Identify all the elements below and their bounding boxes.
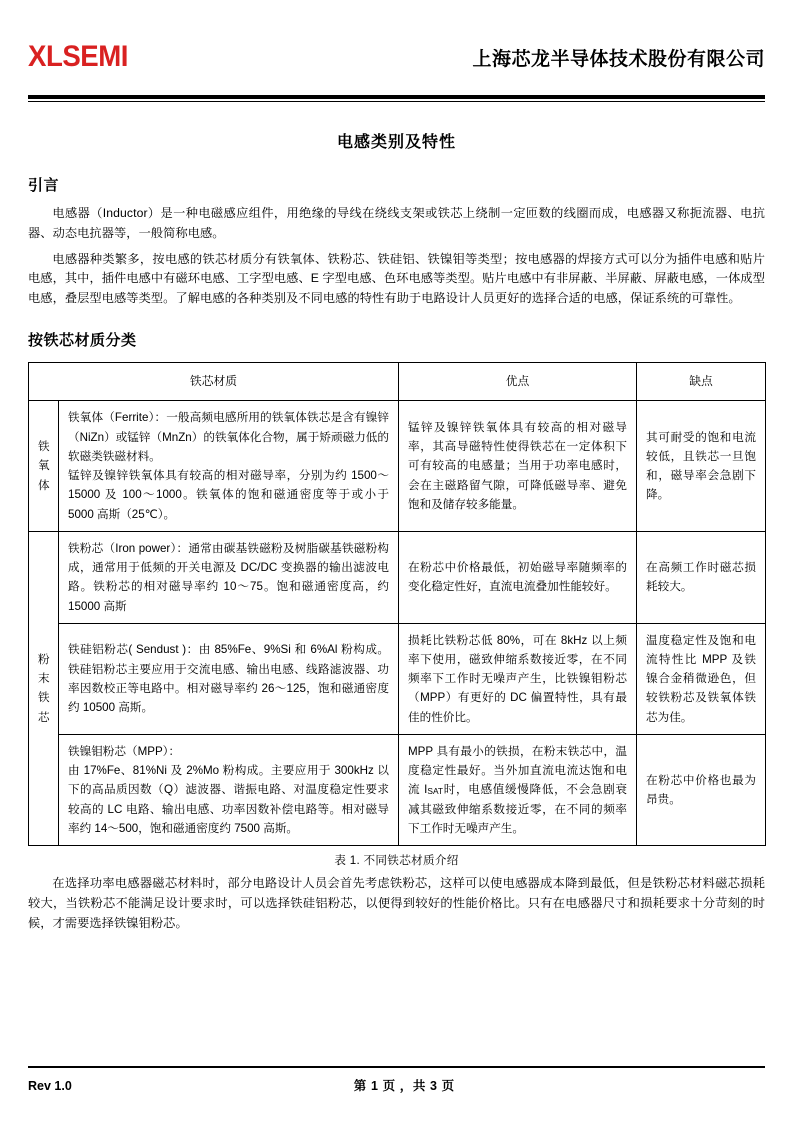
table-row — [29, 531, 766, 623]
header-rule-thin — [28, 101, 765, 102]
advantage-mpp-part-1: MPP 具有最小的铁损，在粉末铁芯中，温度稳定性最好。当外加直流电流达饱和电流 I — [408, 744, 628, 797]
column-header-disadvantage: 缺点 — [637, 362, 766, 401]
table-row — [29, 734, 766, 845]
closing-paragraph: 在选择功率电感器磁芯材料时，部分电路设计人员会首先考虑铁粉芯，这样可以使电感器成本降到最低，但是铁粉芯材料磁芯损耗较大，当铁粉芯不能满足设计要求时，可以选择铁硅铝粉芯，以便得到较好的性能价格比。只有在电感器尺寸和损耗要求十分苛刻的时候，才需要选择铁镍钼粉芯。 — [28, 876, 765, 930]
advantage-iron-powder: 在粉芯中价格最低，初始磁导率随频率的变化稳定性好，直流电流叠加性能较好。 — [399, 531, 637, 623]
intro-paragraph-2: 电感器种类繁多，按电感的铁芯材质分有铁氧体、铁粉芯、铁硅铝、铁镍钼等类型；按电感器的焊接方式可以分为插件电感和贴片电感，其中，插件电感中有磁环电感、工字型电感、E 字型电感、色环电感等类型。贴片电感中有非屏蔽、半屏蔽、屏蔽电感，一体成型电感，叠层型电感等类型。了解电感的各种类别及不同电感的特性有助于电路设计人员更好的选择合适的电感，保证系统的可靠性。 — [28, 251, 765, 306]
core-material-table — [28, 362, 766, 846]
advantage-mpp-part-2: 时，电感值缓慢降低，不会急剧衰减其磁致伸缩系数接近零，在不同的频率下工作时无噪声产生。 — [408, 783, 628, 835]
header-divider — [28, 95, 765, 102]
advantage-ferrite: 锰锌及镍锌铁氧体具有较高的相对磁导率，其高导磁特性使得铁芯在一定体积下可有较高的电感量；当用于功率电感时，会在主磁路留气隙，可降低磁导率、避免饱和及储存较多能量。 — [399, 401, 637, 531]
disadvantage-iron-powder: 在高频工作时磁芯损耗较大。 — [637, 531, 766, 623]
disadvantage-sendust: 温度稳定性及饱和电流特性比 MPP 及铁镍合金稍微逊色，但较铁粉芯及铁氧体铁芯为佳。 — [637, 623, 766, 734]
disadvantage-ferrite: 其可耐受的饱和电流较低，且铁芯一旦饱和，磁导率会急剧下降。 — [637, 401, 766, 531]
footer-divider — [28, 1066, 765, 1068]
column-header-advantage: 优点 — [399, 362, 637, 401]
page-number-label: 第 1 页 ，共 3 页 — [353, 1079, 455, 1093]
material-description-mpp — [59, 734, 399, 845]
revision-label: Rev 1.0 — [28, 1079, 72, 1093]
table-row — [29, 623, 766, 734]
header-rule-thick — [28, 95, 765, 99]
table-row — [29, 401, 766, 531]
material-description-mpp-line-1: 铁镍钼粉芯（MPP）： — [68, 744, 181, 758]
material-description-ferrite-line-2: 锰锌及镍锌铁氧体具有较高的相对磁导率，分别为约 1500～15000 及 100～1000。铁氧体的饱和磁通密度等于或小于 5000 高斯（25℃）。 — [68, 469, 390, 521]
table-caption: 表 1. 不同铁芯材质介绍 — [334, 854, 459, 868]
page-title: 电感类别及特性 — [336, 134, 456, 151]
company-logo: XLSEMI — [28, 40, 128, 73]
group-label-powder: 粉末铁芯 — [29, 531, 59, 845]
page-footer — [28, 1066, 765, 1094]
section-heading-intro: 引言 — [28, 177, 60, 194]
material-description-mpp-line-2: 由 17%Fe、81%Ni 及 2%Mo 粉构成。主要应用于 300kHz 以下的高品质因数（Q）滤波器、谐振电路、对温度稳定性要求较高的 LC 电路、输出电感、功率因数补偿电路等。相对磁导率约 14～500，饱和磁通密度约 7500 高斯。 — [68, 764, 390, 835]
company-name: 上海芯龙半导体技术股份有限公司 — [472, 48, 765, 70]
page-header — [28, 0, 765, 88]
footer-content — [28, 1076, 765, 1094]
material-description-ferrite-line-1: 铁氧体（Ferrite）：一般高频电感所用的铁氧体铁芯是含有镍锌（NiZn）或锰锌（MnZn）的铁氧体化合物，属于矫顽磁力低的软磁类铁磁材料。 — [68, 411, 390, 463]
material-description-ferrite — [59, 401, 399, 531]
advantage-sendust: 损耗比铁粉芯低 80%，可在 8kHz 以上频率下使用，磁致伸缩系数接近零，在不同频率下工作时无噪声产生，比铁镍钼粉芯（MPP）有更好的 DC 偏置特性，具有最佳的性价比。 — [399, 623, 637, 734]
intro-paragraph-1: 电感器（Inductor）是一种电磁感应组件，用绝缘的导线在绕线支架或铁芯上绕制一定匝数的线圈而成，电感器又称扼流器、电抗器、动态电抗器等，一般简称电感。 — [28, 206, 765, 240]
table-header-row — [29, 362, 766, 401]
material-description-sendust-line-1: 铁硅铝粉芯( Sendust )：由 85%Fe、9%Si 和 6%Al 粉构成。铁硅铝粉芯主要应用于交流电感、输出电感、线路滤波器、功率因数校正等电路中。相对磁导率约 26～125，饱和磁通密度约 10500 高斯。 — [68, 643, 390, 715]
group-label-ferrite: 铁氧体 — [29, 401, 59, 531]
disadvantage-mpp: 在粉芯中价格也最为昂贵。 — [637, 734, 766, 845]
column-header-material: 铁芯材质 — [29, 362, 399, 401]
material-description-iron-powder-line-1: 铁粉芯（Iron power）：通常由碳基铁磁粉及树脂碳基铁磁粉构成，通常用于低频的开关电源及 DC/DC 变换器的输出滤波电路。铁粉芯的相对磁导率约 10～75。饱和磁通密度高，约 15000 高斯 — [68, 541, 390, 613]
section-heading-classification: 按铁芯材质分类 — [28, 331, 137, 349]
isat-subscript: SAT — [427, 786, 444, 797]
material-description-iron-powder — [59, 531, 399, 623]
advantage-mpp — [399, 734, 637, 845]
material-description-sendust — [59, 623, 399, 734]
